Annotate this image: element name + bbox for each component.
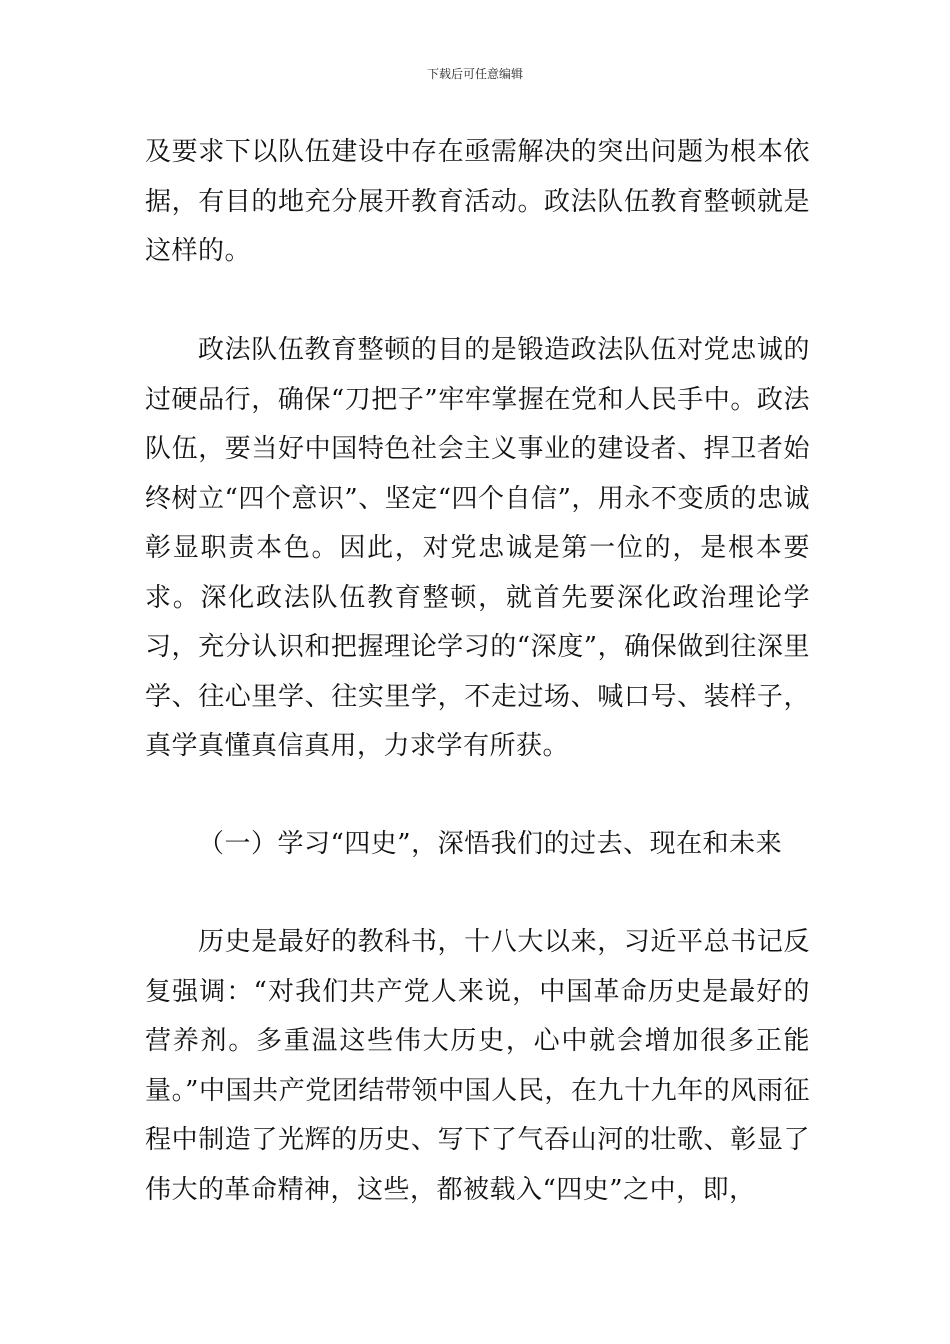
paragraph-continuation: 及要求下以队伍建设中存在亟需解决的突出问题为根本依据，有目的地充分展开教育活动。政法队伍教育整顿就是这样的。 [145,137,810,266]
paragraph-purpose: 政法队伍教育整顿的目的是锻造政法队伍对党忠诚的过硬品行，确保“刀把子”牢牢掌握在党和人民手中。政法队伍，要当好中国特色社会主义事业的建设者、捍卫者始终树立“四个意识”、坚定“四个自信”，用永不变质的忠诚彰显职责本色。因此，对党忠诚是第一位的，是根本要求。深化政法队伍教育整顿，就首先要深化政治理论学习，充分认识和把握理论学习的“深度”，确保做到往深里学、往心里学、往实里学，不走过场、喊口号、装样子，真学真懂真信真用，力求学有所获。 [145,335,810,761]
page-header: 下载后可任意编辑 [426,67,523,81]
section-heading: （一）学习“四史”，深悟我们的过去、现在和未来 [198,829,783,859]
paragraph-history: 历史是最好的教科书，十八大以来，习近平总书记反复强调：“对我们共产党人来说，中国革命历史是最好的营养剂。多重温这些伟大历史，心中就会增加很多正能量。”中国共产党团结带领中国人民，在九十九年的风雨征程中制造了光辉的历史、写下了气吞山河的壮歌、彰显了伟大的革命精神，这些，都被载入“四史”之中，即， [145,927,810,1205]
